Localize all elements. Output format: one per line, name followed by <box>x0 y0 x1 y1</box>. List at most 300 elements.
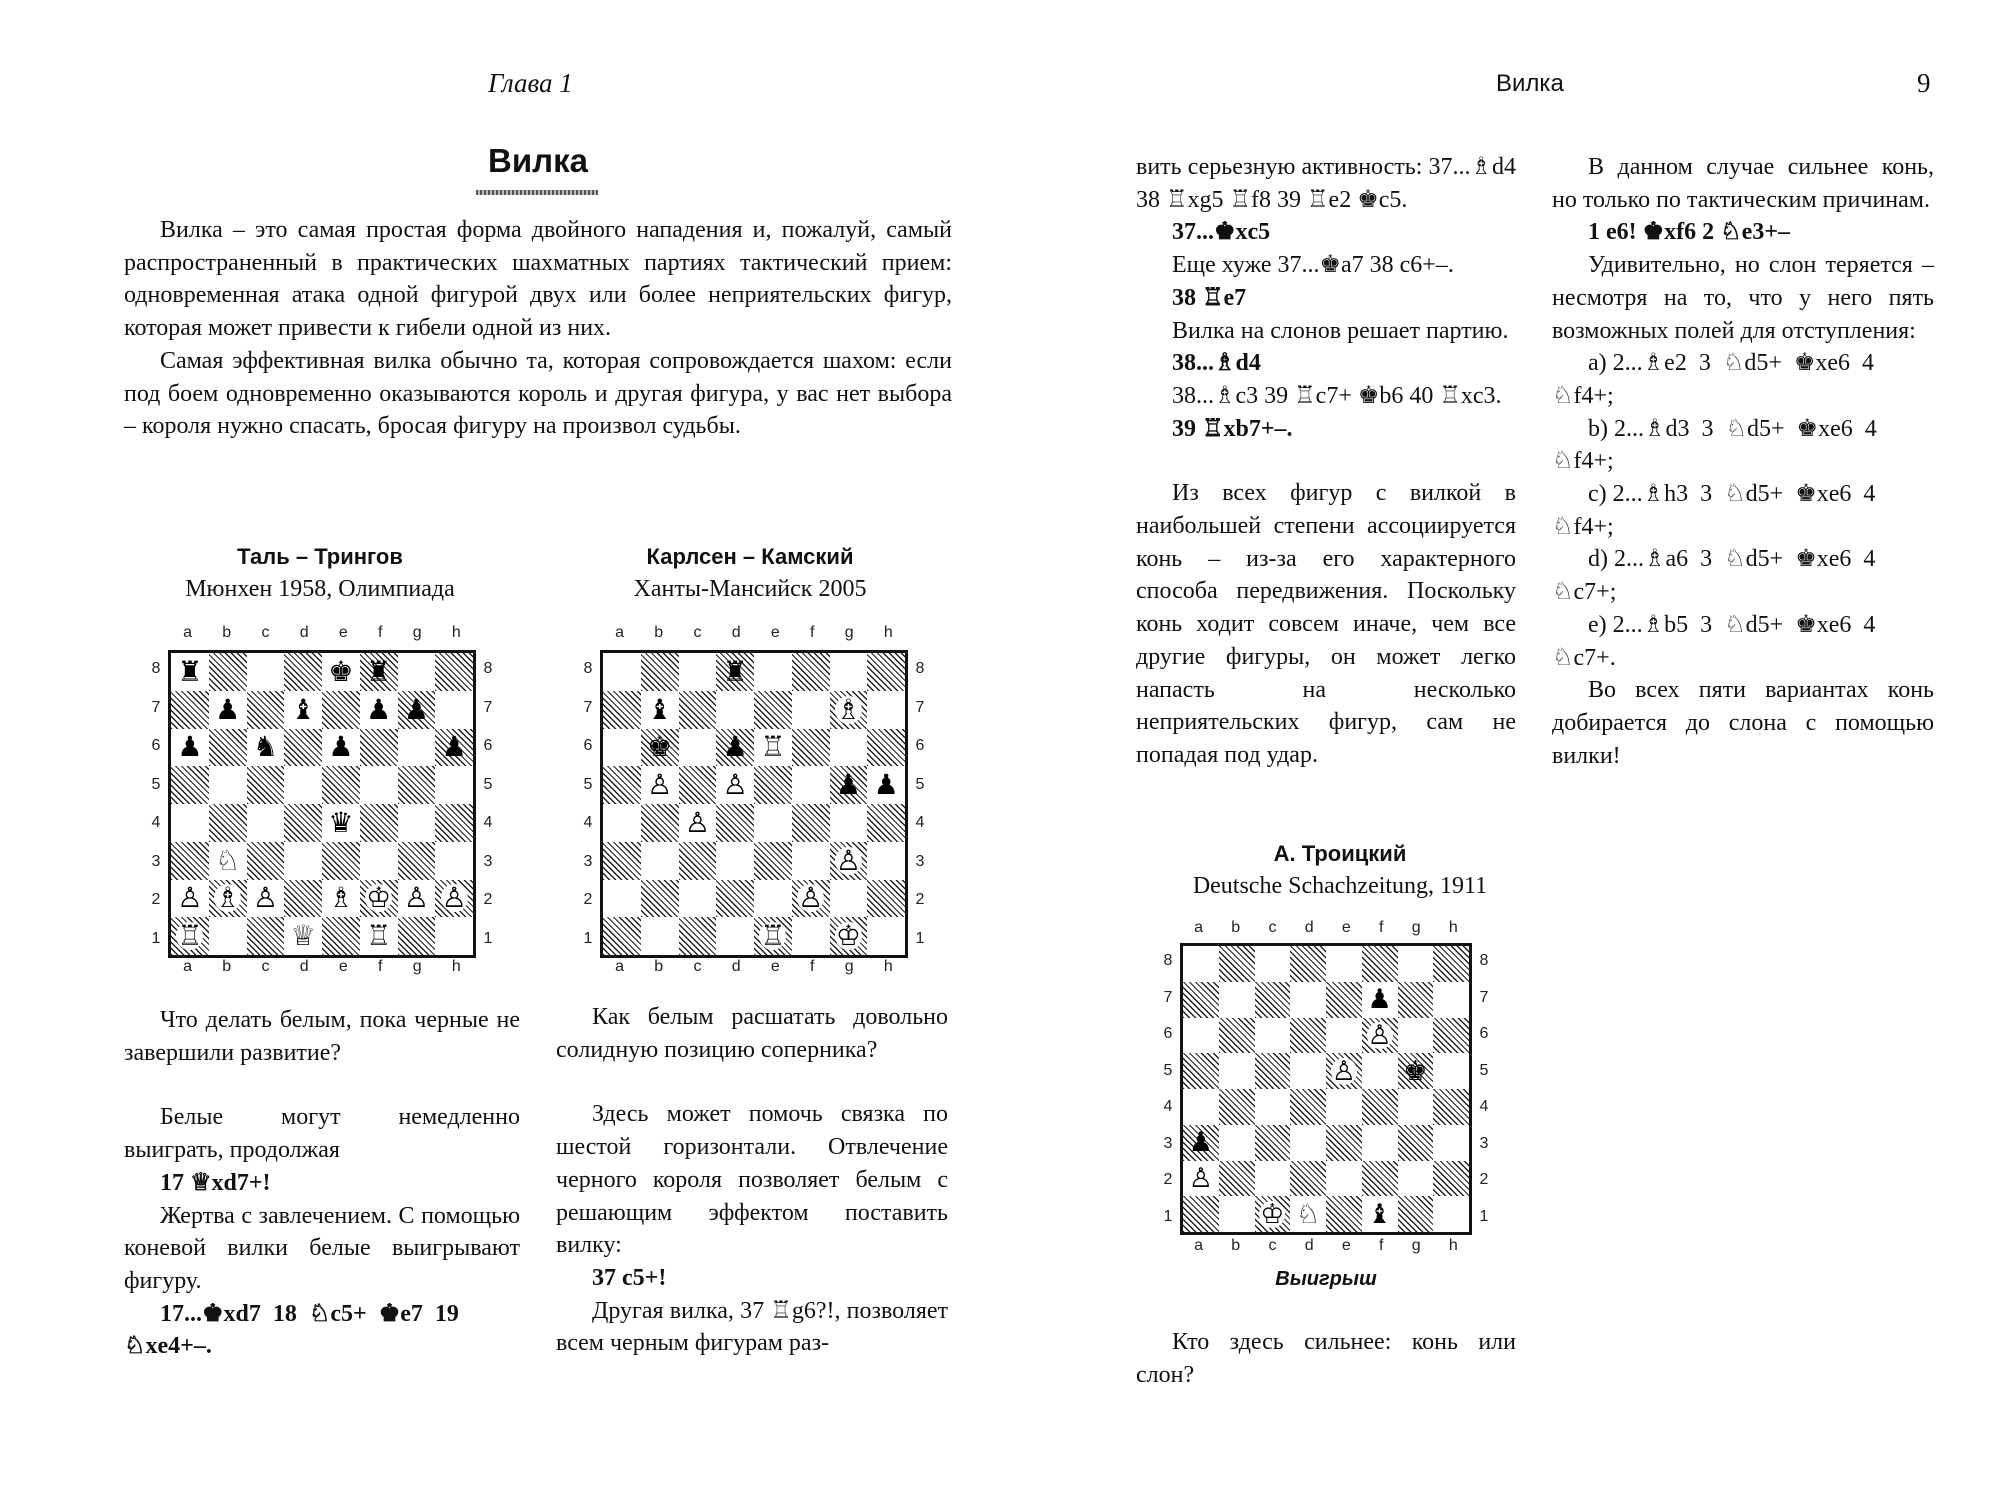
col3-move-1: 37...♚xc5 <box>1172 219 1271 246</box>
rank-label-2: 2 <box>915 891 925 909</box>
square-b6 <box>641 729 679 767</box>
file-label-a: a <box>1194 919 1204 936</box>
file-label-a: a <box>615 624 625 641</box>
square-c5 <box>1255 1053 1291 1089</box>
square-g7 <box>1398 982 1434 1018</box>
square-d1 <box>716 917 754 955</box>
col4-paragraph-1: В данном случае сильнее конь, но только по тактическим причинам. <box>1552 154 1934 213</box>
rank-label-4: 4 <box>915 814 925 832</box>
piece-a2: ♙ <box>1188 1162 1213 1194</box>
file-label-g: g <box>1411 1237 1421 1254</box>
square-d1 <box>1290 1196 1326 1232</box>
file-label-f: f <box>1379 1237 1384 1254</box>
square-f6 <box>792 729 830 767</box>
rank-label-8: 8 <box>915 660 925 678</box>
square-g2 <box>398 880 436 918</box>
square-b1 <box>641 917 679 955</box>
square-b1 <box>209 917 247 955</box>
square-a6 <box>171 729 209 767</box>
rank-label-6: 6 <box>151 737 161 755</box>
square-h6 <box>435 729 473 767</box>
piece-f8: ♜ <box>366 654 392 688</box>
diagram2-event: Ханты-Мансийск 2005 <box>633 576 867 602</box>
rank-label-8: 8 <box>151 660 161 678</box>
square-c2 <box>1255 1161 1291 1197</box>
square-g2 <box>830 880 868 918</box>
square-h1 <box>867 917 905 955</box>
piece-f2: ♔ <box>366 881 392 915</box>
file-label-g: g <box>844 624 854 641</box>
square-b5 <box>1219 1053 1255 1089</box>
piece-d8: ♜ <box>722 654 748 688</box>
file-label-e: e <box>770 958 780 975</box>
col1-move-2b: ♘xe4+–. <box>124 1333 212 1360</box>
square-e2 <box>754 880 792 918</box>
square-f3 <box>792 842 830 880</box>
square-d5 <box>284 766 322 804</box>
file-label-b: b <box>222 624 232 641</box>
rank-label-1: 1 <box>583 929 593 947</box>
square-h8 <box>867 653 905 691</box>
square-a2 <box>603 880 641 918</box>
square-h2 <box>1433 1161 1469 1197</box>
col3-paragraph-2: Вилка на слонов решает партию. <box>1172 317 1509 344</box>
col1-paragraph-1: Белые могут немедленно выиграть, продолжая <box>124 1104 520 1164</box>
piece-b7: ♝ <box>647 692 673 726</box>
diagram3-players: А. Троицкий <box>1273 841 1407 866</box>
piece-a8: ♜ <box>177 654 203 688</box>
square-b7 <box>641 691 679 729</box>
piece-e1: ♖ <box>760 919 786 953</box>
file-label-a: a <box>615 958 625 975</box>
rank-label-8: 8 <box>1163 952 1173 970</box>
square-f5 <box>792 766 830 804</box>
square-h5 <box>1433 1053 1469 1089</box>
square-e7 <box>322 691 360 729</box>
rank-label-7: 7 <box>483 698 493 716</box>
square-a1 <box>603 917 641 955</box>
square-f7 <box>1362 982 1398 1018</box>
file-label-b: b <box>1231 1237 1241 1254</box>
col3-paragraph-1: Еще хуже 37...♚a7 38 c6+–. <box>1172 252 1454 279</box>
diagram3-board <box>1180 943 1472 1235</box>
square-c7 <box>679 691 717 729</box>
square-b3 <box>209 842 247 880</box>
square-e1 <box>322 917 360 955</box>
intro-text <box>124 214 952 443</box>
square-c2 <box>247 880 285 918</box>
square-d5 <box>1290 1053 1326 1089</box>
square-g7 <box>830 691 868 729</box>
col3-move-4: 39 ♖xb7+–. <box>1172 415 1293 442</box>
piece-g7: ♟ <box>403 692 429 726</box>
square-c2 <box>679 880 717 918</box>
square-g8 <box>830 653 868 691</box>
col4-move-1: 1 e6! ♚xf6 2 ♘e3+– <box>1588 219 1790 246</box>
square-g5 <box>398 766 436 804</box>
diagram3 <box>1163 919 1489 1255</box>
square-h4 <box>867 804 905 842</box>
file-label-a: a <box>183 958 193 975</box>
square-c4 <box>1255 1089 1291 1125</box>
square-d4 <box>716 804 754 842</box>
square-a2 <box>171 880 209 918</box>
square-h3 <box>1433 1125 1469 1161</box>
rank-label-7: 7 <box>583 698 593 716</box>
rank-label-7: 7 <box>151 698 161 716</box>
square-h5 <box>435 766 473 804</box>
square-a5 <box>1183 1053 1219 1089</box>
square-h4 <box>435 804 473 842</box>
square-e2 <box>1326 1161 1362 1197</box>
square-h7 <box>1433 982 1469 1018</box>
square-a7 <box>603 691 641 729</box>
diagram1-event: Мюнхен 1958, Олимпиада <box>185 576 455 602</box>
square-b8 <box>209 653 247 691</box>
page-number: 9 <box>1917 68 1931 98</box>
square-e3 <box>1326 1125 1362 1161</box>
diagram3-event: Deutsche Schachzeitung, 1911 <box>1192 873 1488 899</box>
square-a7 <box>1183 982 1219 1018</box>
rank-label-4: 4 <box>151 814 161 832</box>
square-c6 <box>247 729 285 767</box>
square-a6 <box>1183 1018 1219 1054</box>
file-label-b: b <box>654 624 664 641</box>
col4-variation-e-end: ♘c7+. <box>1552 644 1616 671</box>
square-e6 <box>754 729 792 767</box>
square-g4 <box>398 804 436 842</box>
piece-d6: ♟ <box>722 730 748 764</box>
rank-label-2: 2 <box>1163 1171 1173 1189</box>
square-g5 <box>1398 1053 1434 1089</box>
file-label-c: c <box>1268 1237 1277 1254</box>
square-a8 <box>603 653 641 691</box>
square-a4 <box>603 804 641 842</box>
piece-b5: ♙ <box>647 768 673 802</box>
square-b6 <box>209 729 247 767</box>
square-f7 <box>792 691 830 729</box>
rank-label-1: 1 <box>483 929 493 947</box>
square-e7 <box>1326 982 1362 1018</box>
diagram2 <box>583 624 925 975</box>
rank-label-2: 2 <box>583 891 593 909</box>
square-b7 <box>1219 982 1255 1018</box>
square-b2 <box>641 880 679 918</box>
file-label-d: d <box>299 624 309 641</box>
square-b4 <box>1219 1089 1255 1125</box>
rank-label-1: 1 <box>1479 1207 1489 1225</box>
file-label-f: f <box>378 624 383 641</box>
rank-label-1: 1 <box>915 929 925 947</box>
file-label-d: d <box>731 624 741 641</box>
square-d3 <box>284 842 322 880</box>
square-g6 <box>830 729 868 767</box>
col3-question-text: Кто здесь сильнее: конь или слон? <box>1136 1329 1516 1388</box>
square-e8 <box>1326 946 1362 982</box>
square-f2 <box>792 880 830 918</box>
rank-label-5: 5 <box>151 775 161 793</box>
col4-paragraph-3: Во всех пяти вариантах конь добирается до слона с помощью вилки! <box>1552 677 1934 769</box>
rank-label-4: 4 <box>1163 1098 1173 1116</box>
diagram1-ranks-left <box>148 650 164 958</box>
col3-continuation: вить серьезную активность: 37...♗d4 38 ♖xg5 ♖f8 39 ♖e2 ♚c5. <box>1136 154 1516 213</box>
piece-e5: ♙ <box>1331 1055 1356 1087</box>
rank-label-2: 2 <box>1479 1171 1489 1189</box>
piece-c4: ♙ <box>684 805 710 839</box>
column-1 <box>124 1004 520 1363</box>
column-4 <box>1552 151 1934 772</box>
rank-label-4: 4 <box>583 814 593 832</box>
intro-paragraph-2: Самая эффективная вилка обычно та, которая сопровождается шахом: если под боем одновременно оказываются король и другая фигура, у вас нет выбора – короля нужно спасать, бросая фигуру на произвол судьбы. <box>124 347 952 440</box>
square-f4 <box>360 804 398 842</box>
square-g7 <box>398 691 436 729</box>
rank-label-6: 6 <box>483 737 493 755</box>
square-d2 <box>284 880 322 918</box>
rank-label-5: 5 <box>583 775 593 793</box>
piece-e6: ♖ <box>760 730 786 764</box>
rank-label-8: 8 <box>483 660 493 678</box>
square-g1 <box>1398 1196 1434 1232</box>
square-b8 <box>1219 946 1255 982</box>
rank-label-2: 2 <box>483 891 493 909</box>
square-d8 <box>716 653 754 691</box>
piece-f6: ♙ <box>1367 1019 1392 1051</box>
piece-b6: ♚ <box>647 730 673 764</box>
piece-d1: ♘ <box>1296 1198 1321 1230</box>
diagram1-ranks-right <box>480 650 496 958</box>
diagram2-files-bottom <box>600 958 908 976</box>
file-label-d: d <box>1304 1237 1314 1254</box>
square-d3 <box>716 842 754 880</box>
piece-a6: ♟ <box>177 730 203 764</box>
file-label-h: h <box>451 624 461 641</box>
square-c6 <box>679 729 717 767</box>
piece-c6: ♞ <box>252 730 278 764</box>
title-underline <box>476 190 598 195</box>
square-c8 <box>1255 946 1291 982</box>
file-label-c: c <box>1268 919 1277 936</box>
square-h6 <box>867 729 905 767</box>
file-label-b: b <box>222 958 232 975</box>
square-a5 <box>603 766 641 804</box>
square-d2 <box>716 880 754 918</box>
col1-question: Что делать белым, пока черные не завершили развитие? <box>124 1007 520 1066</box>
file-label-b: b <box>654 958 664 975</box>
rank-label-1: 1 <box>151 929 161 947</box>
piece-f2: ♙ <box>798 881 824 915</box>
piece-a3: ♟ <box>1188 1127 1213 1159</box>
piece-e4: ♛ <box>328 805 354 839</box>
square-h7 <box>867 691 905 729</box>
square-d4 <box>1290 1089 1326 1125</box>
square-c8 <box>679 653 717 691</box>
diagram2-files-top <box>600 624 908 642</box>
file-label-g: g <box>1411 919 1421 936</box>
piece-c1: ♔ <box>1260 1198 1285 1230</box>
rank-label-4: 4 <box>1479 1098 1489 1116</box>
square-a1 <box>1183 1196 1219 1232</box>
file-label-f: f <box>810 958 815 975</box>
file-label-e: e <box>1341 1237 1351 1254</box>
square-e5 <box>1326 1053 1362 1089</box>
square-e1 <box>754 917 792 955</box>
piece-f1: ♖ <box>366 919 392 953</box>
square-b1 <box>1219 1196 1255 1232</box>
square-c8 <box>247 653 285 691</box>
square-c6 <box>1255 1018 1291 1054</box>
square-g6 <box>398 729 436 767</box>
square-d2 <box>1290 1161 1326 1197</box>
square-g3 <box>830 842 868 880</box>
square-a3 <box>603 842 641 880</box>
square-f3 <box>360 842 398 880</box>
square-a3 <box>171 842 209 880</box>
square-d7 <box>1290 982 1326 1018</box>
square-e2 <box>322 880 360 918</box>
piece-e8: ♚ <box>328 654 354 688</box>
square-d1 <box>284 917 322 955</box>
col2-paragraph-2: Другая вилка, 37 ♖g6?!, позволяет всем черным фигурам раз- <box>556 1297 948 1357</box>
col4-variation-a-end: ♘f4+; <box>1552 382 1614 409</box>
rank-label-1: 1 <box>1163 1207 1173 1225</box>
file-label-e: e <box>338 624 348 641</box>
square-g3 <box>398 842 436 880</box>
col1-move-2a: 17...♚xd7 18 ♘c5+ ♚e7 19 <box>160 1300 459 1327</box>
col4-variation-d: d) 2...♗a6 3 ♘d5+ ♚xe6 4 <box>1588 546 1876 573</box>
piece-a1: ♖ <box>177 919 203 953</box>
file-label-d: d <box>299 958 309 975</box>
square-g6 <box>1398 1018 1434 1054</box>
square-e6 <box>1326 1018 1362 1054</box>
rank-label-5: 5 <box>1163 1061 1173 1079</box>
square-e4 <box>754 804 792 842</box>
diagram1-files-top <box>168 624 476 642</box>
square-h5 <box>867 766 905 804</box>
square-f3 <box>1362 1125 1398 1161</box>
diagram3-result: Выигрыш <box>1275 1268 1377 1290</box>
intro-paragraph-1: Вилка – это самая простая форма двойного нападения и, пожалуй, самый распространенный в практических шахматных партиях тактический прием: одновременная атака одной фигурой двух или более неприятельских фигур, которая может привести к гибели одной из них. <box>124 217 952 342</box>
file-label-f: f <box>810 624 815 641</box>
rank-label-8: 8 <box>583 660 593 678</box>
diagram3-files-bottom <box>1180 1237 1472 1255</box>
square-c1 <box>247 917 285 955</box>
square-a2 <box>1183 1161 1219 1197</box>
square-b6 <box>1219 1018 1255 1054</box>
col1-move-1: 17 ♕xd7+! <box>160 1169 271 1196</box>
diagram2-board <box>600 650 908 958</box>
rank-label-4: 4 <box>483 814 493 832</box>
file-label-g: g <box>844 958 854 975</box>
square-a6 <box>603 729 641 767</box>
diagram2-players: Карлсен – Камский <box>646 544 854 569</box>
diagram3-caption <box>1150 838 1530 902</box>
col4-variation-d-end: ♘c7+; <box>1552 579 1617 606</box>
rank-label-6: 6 <box>915 737 925 755</box>
file-label-e: e <box>338 958 348 975</box>
piece-d7: ♝ <box>290 692 316 726</box>
col3-move-2: 38 ♖e7 <box>1172 284 1247 311</box>
col2-move-1: 37 c5+! <box>592 1264 667 1291</box>
square-f4 <box>792 804 830 842</box>
piece-e2: ♗ <box>328 881 354 915</box>
square-f1 <box>1362 1196 1398 1232</box>
file-label-e: e <box>1341 919 1351 936</box>
square-a4 <box>1183 1089 1219 1125</box>
square-h3 <box>867 842 905 880</box>
square-c3 <box>247 842 285 880</box>
square-f8 <box>792 653 830 691</box>
square-c4 <box>679 804 717 842</box>
square-f5 <box>360 766 398 804</box>
piece-f7: ♟ <box>366 692 392 726</box>
square-f6 <box>1362 1018 1398 1054</box>
rank-label-3: 3 <box>915 852 925 870</box>
rank-label-3: 3 <box>483 852 493 870</box>
piece-c2: ♙ <box>252 881 278 915</box>
rank-label-6: 6 <box>1163 1025 1173 1043</box>
square-g8 <box>398 653 436 691</box>
rank-label-7: 7 <box>915 698 925 716</box>
piece-b7: ♟ <box>215 692 241 726</box>
diagram2-caption <box>570 541 930 605</box>
col4-variation-a: a) 2...♗e2 3 ♘d5+ ♚xe6 4 <box>1588 350 1875 377</box>
file-label-g: g <box>412 624 422 641</box>
square-e3 <box>322 842 360 880</box>
piece-a2: ♙ <box>177 881 203 915</box>
square-d5 <box>716 766 754 804</box>
piece-f7: ♟ <box>1367 984 1392 1016</box>
square-h6 <box>1433 1018 1469 1054</box>
piece-d5: ♙ <box>722 768 748 802</box>
rank-label-7: 7 <box>1163 988 1173 1006</box>
square-h7 <box>435 691 473 729</box>
square-e5 <box>322 766 360 804</box>
square-e1 <box>1326 1196 1362 1232</box>
square-a8 <box>171 653 209 691</box>
rank-label-5: 5 <box>1479 1061 1489 1079</box>
piece-g7: ♗ <box>835 692 861 726</box>
square-b5 <box>641 766 679 804</box>
rank-label-3: 3 <box>151 852 161 870</box>
square-b3 <box>1219 1125 1255 1161</box>
square-d6 <box>1290 1018 1326 1054</box>
file-label-a: a <box>183 624 193 641</box>
diagram1-board <box>168 650 476 958</box>
square-c5 <box>679 766 717 804</box>
square-g4 <box>1398 1089 1434 1125</box>
piece-b2: ♗ <box>215 881 241 915</box>
square-b8 <box>641 653 679 691</box>
file-label-a: a <box>1194 1237 1204 1254</box>
file-label-h: h <box>451 958 461 975</box>
file-label-c: c <box>693 624 702 641</box>
square-h2 <box>435 880 473 918</box>
square-e7 <box>754 691 792 729</box>
diagram2-ranks-left <box>580 650 596 958</box>
piece-g5: ♚ <box>1403 1055 1428 1087</box>
rank-label-2: 2 <box>151 891 161 909</box>
rank-label-6: 6 <box>1479 1025 1489 1043</box>
square-b4 <box>641 804 679 842</box>
diagram1 <box>151 624 493 975</box>
col4-variation-c-end: ♘f4+; <box>1552 513 1614 540</box>
square-g1 <box>830 917 868 955</box>
piece-h2: ♙ <box>441 881 467 915</box>
col4-paragraph-2: Удивительно, но слон теряется – несмотря на то, что у него пять возможных полей для отступления: <box>1552 252 1934 344</box>
square-e4 <box>322 804 360 842</box>
square-h1 <box>1433 1196 1469 1232</box>
square-c3 <box>679 842 717 880</box>
